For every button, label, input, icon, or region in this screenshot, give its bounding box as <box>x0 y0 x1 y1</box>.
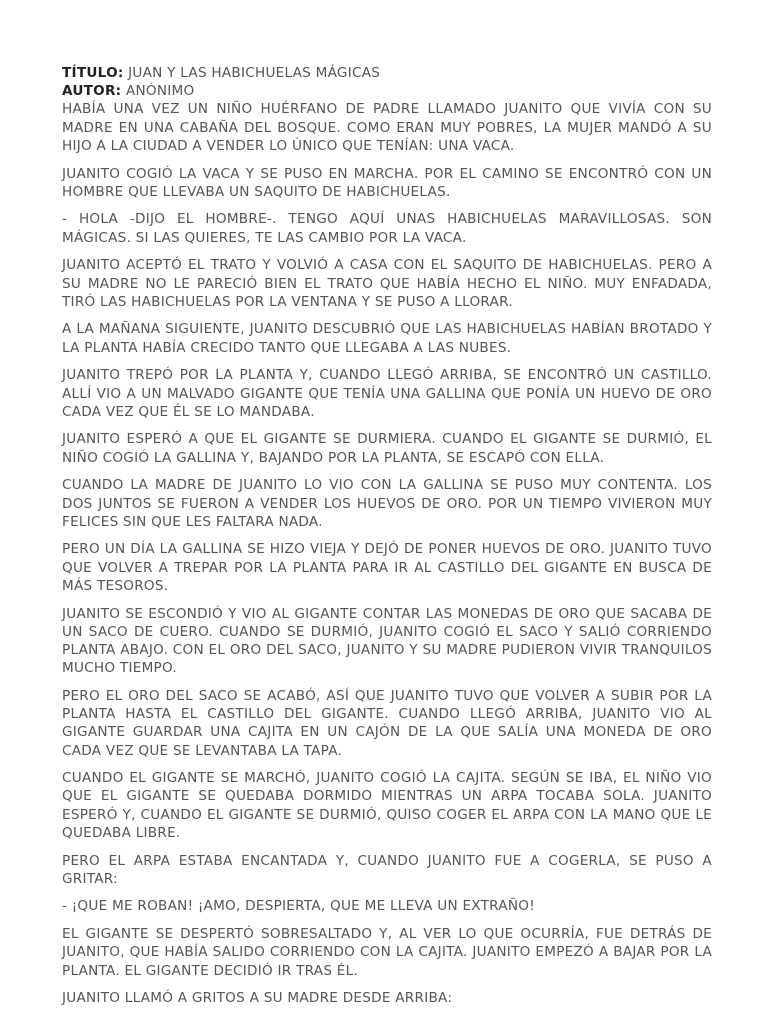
paragraph: CUANDO LA MADRE DE JUANITO LO VIO CON LA GALLINA SE PUSO MUY CONTENTA. LOS DOS JUNTOS SE FUERON A VENDER LOS HUEVOS DE ORO. POR UN TIEMPO VIVIERON MUY FELICES SIN QUE LES FALTARA NADA. <box>62 477 712 530</box>
title-value: JUAN Y LAS HABICHUELAS MÁGICAS <box>123 65 381 81</box>
paragraph: JUANITO TREPÓ POR LA PLANTA Y, CUANDO LLEGÓ ARRIBA, SE ENCONTRÓ UN CASTILLO. ALLÍ VIO A UN MALVADO GIGANTE QUE TENÍA UNA GALLINA QUE PONÍA UN HUEVO DE ORO CADA VEZ QUE ÉL SE LO MANDABA. <box>62 367 712 420</box>
paragraph: PERO EL ORO DEL SACO SE ACABÓ, ASÍ QUE JUANITO TUVO QUE VOLVER A SUBIR POR LA PLANTA HASTA EL CASTILLO DEL GIGANTE. CUANDO LLEGÓ ARRIBA, JUANITO VIO AL GIGANTE GUARDAR UNA CAJITA EN UN CAJÓN DE LA QUE SALÍA UNA MONEDA DE ORO CADA VEZ QUE SE LEVANTABA LA TAPA. <box>62 687 712 759</box>
paragraph: EL GIGANTE SE DESPERTÓ SOBRESALTADO Y, AL VER LO QUE OCURRÍA, FUE DETRÁS DE JUANITO, QUE HABÍA SALIDO CORRIENDO CON LA CAJITA. JUANITO EMPEZÓ A BAJAR POR LA PLANTA. EL GIGANTE DECIDIÓ IR TRAS ÉL. <box>62 926 712 979</box>
paragraph: JUANITO SE ESCONDIÓ Y VIO AL GIGANTE CONTAR LAS MONEDAS DE ORO QUE SACABA DE UN SACO DE CUERO. CUANDO SE DURMIÓ, JUANITO COGIÓ EL SACO Y SALIÓ CORRIENDO PLANTA ABAJO. CON EL ORO DEL SACO, JUANITO Y SU MADRE PUDIERON VIVIR TRANQUILOS MUCHO TIEMPO. <box>62 605 712 677</box>
title-label: TÍTULO: <box>62 65 124 81</box>
paragraph: JUANITO ESPERÓ A QUE EL GIGANTE SE DURMIERA. CUANDO EL GIGANTE SE DURMIÓ, EL NIÑO COGIÓ LA GALLINA Y, BAJANDO POR LA PLANTA, SE ESCAPÓ CON ELLA. <box>62 431 712 466</box>
paragraph: JUANITO COGIÓ LA VACA Y SE PUSO EN MARCHA. POR EL CAMINO SE ENCONTRÓ CON UN HOMBRE QUE LLEVABA UN SAQUITO DE HABICHUELAS. <box>62 165 712 200</box>
paragraph: - ¡QUE ME ROBAN! ¡AMO, DESPIERTA, QUE ME LLEVA UN EXTRAÑO! <box>62 898 535 915</box>
author-line <box>62 82 712 100</box>
paragraph: HABÍA UNA VEZ UN NIÑO HUÉRFANO DE PADRE LLAMADO JUANITO QUE VIVÍA CON SU MADRE EN UNA CABAÑA DEL BOSQUE. COMO ERAN MUY POBRES, LA MUJER MANDÓ A SU HIJO A LA CIUDAD A VENDER LO ÚNICO QUE TENÍAN: UNA VACA. <box>62 101 712 154</box>
document-page <box>62 64 712 1017</box>
author-label: AUTOR: <box>62 83 122 100</box>
paragraph: - HOLA -DIJO EL HOMBRE-. TENGO AQUÍ UNAS HABICHUELAS MARAVILLOSAS. SON MÁGICAS. SI LAS QUIERES, TE LAS CAMBIO POR LA VACA. <box>62 211 712 246</box>
paragraph: JUANITO LLAMÓ A GRITOS A SU MADRE DESDE ARRIBA: <box>62 990 453 1007</box>
paragraph: CUANDO EL GIGANTE SE MARCHÓ, JUANITO COGIÓ LA CAJITA. SEGÚN SE IBA, EL NIÑO VIO QUE EL GIGANTE SE QUEDABA DORMIDO MIENTRAS UN ARPA TOCABA SOLA. JUANITO ESPERÓ Y, CUANDO EL GIGANTE SE DURMIÓ, QUISO COGER EL ARPA CON LA MANO QUE LE QUEDABA LIBRE. <box>62 770 712 841</box>
paragraph: PERO UN DÍA LA GALLINA SE HIZO VIEJA Y DEJÓ DE PONER HUEVOS DE ORO. JUANITO TUVO QUE VOLVER A TREPAR POR LA PLANTA PARA IR AL CASTILLO DEL GIGANTE EN BUSCA DE MÁS TESOROS. <box>62 541 712 594</box>
title-line <box>62 64 712 82</box>
author-value: ANÓNIMO <box>121 83 195 100</box>
paragraph: PERO EL ARPA ESTABA ENCANTADA Y, CUANDO JUANITO FUE A COGERLA, SE PUSO A GRITAR: <box>62 852 712 887</box>
paragraph: A LA MAÑANA SIGUIENTE, JUANITO DESCUBRIÓ QUE LAS HABICHUELAS HABÍAN BROTADO Y LA PLANTA HABÍA CRECIDO TANTO QUE LLEGABA A LAS NUBES. <box>62 321 712 356</box>
paragraph: JUANITO ACEPTÓ EL TRATO Y VOLVIÓ A CASA CON EL SAQUITO DE HABICHUELAS. PERO A SU MADRE NO LE PARECIÓ BIEN EL TRATO QUE HABÍA HECHO EL NIÑO. MUY ENFADADA, TIRÓ LAS HABICHUELAS POR LA VENTANA Y SE PUSO A LLORAR. <box>62 257 712 310</box>
